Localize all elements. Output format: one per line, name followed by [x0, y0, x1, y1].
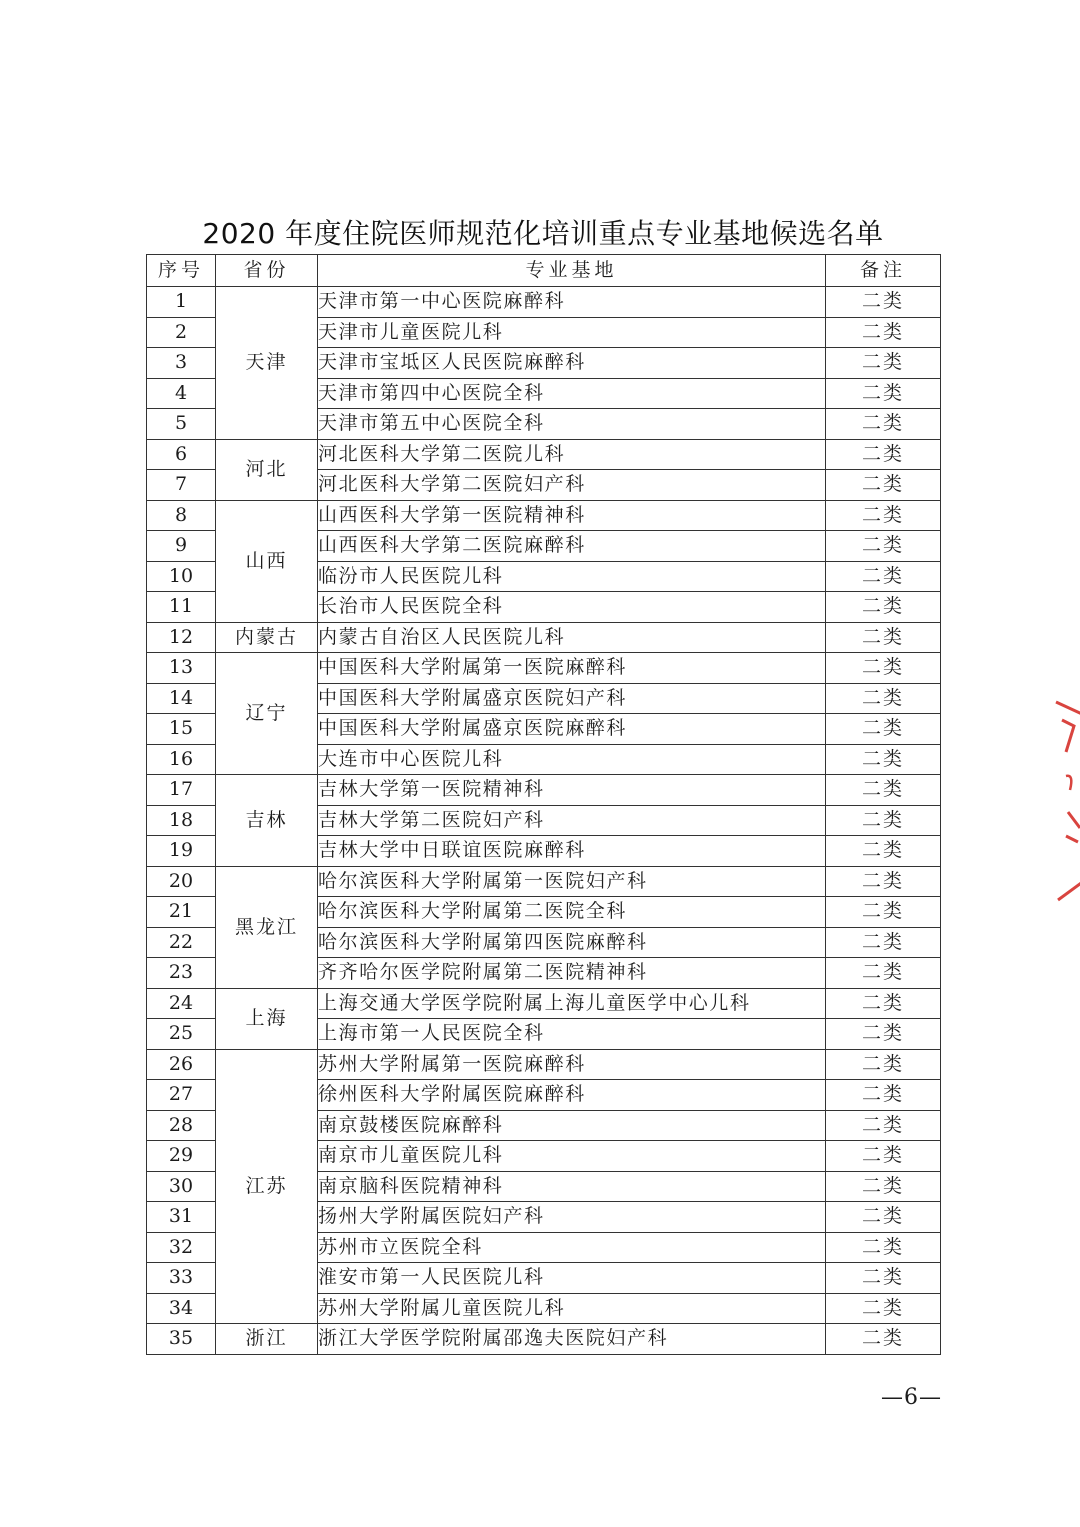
training-base-cell: 中国医科大学附属盛京医院麻醉科 — [318, 714, 826, 745]
table-row — [147, 866, 941, 897]
province-cell: 天津 — [216, 287, 318, 440]
training-base-cell: 浙江大学医学院附属邵逸夫医院妇产科 — [318, 1324, 826, 1355]
row-index-cell: 13 — [147, 653, 216, 684]
row-index-cell: 1 — [147, 287, 216, 318]
note-cell: 二类 — [826, 836, 941, 867]
training-base-cell: 长治市人民医院全科 — [318, 592, 826, 623]
row-index-cell: 33 — [147, 1263, 216, 1294]
training-base-cell: 天津市第四中心医院全科 — [318, 378, 826, 409]
province-cell: 上海 — [216, 988, 318, 1049]
header-note: 备注 — [826, 255, 941, 287]
row-index-cell: 32 — [147, 1232, 216, 1263]
row-index-cell: 35 — [147, 1324, 216, 1355]
training-base-cell: 天津市宝坻区人民医院麻醉科 — [318, 348, 826, 379]
training-base-cell: 河北医科大学第二医院妇产科 — [318, 470, 826, 501]
row-index-cell: 24 — [147, 988, 216, 1019]
row-index-cell: 28 — [147, 1110, 216, 1141]
row-index-cell: 29 — [147, 1141, 216, 1172]
table-row — [147, 287, 941, 318]
row-index-cell: 19 — [147, 836, 216, 867]
note-cell: 二类 — [826, 592, 941, 623]
note-cell: 二类 — [826, 378, 941, 409]
note-cell: 二类 — [826, 1232, 941, 1263]
note-cell: 二类 — [826, 988, 941, 1019]
row-index-cell: 10 — [147, 561, 216, 592]
note-cell: 二类 — [826, 500, 941, 531]
row-index-cell: 21 — [147, 897, 216, 928]
training-base-cell: 南京市儿童医院儿科 — [318, 1141, 826, 1172]
row-index-cell: 11 — [147, 592, 216, 623]
note-cell: 二类 — [826, 1324, 941, 1355]
training-base-cell: 苏州市立医院全科 — [318, 1232, 826, 1263]
row-index-cell: 4 — [147, 378, 216, 409]
note-cell: 二类 — [826, 287, 941, 318]
note-cell: 二类 — [826, 409, 941, 440]
training-base-cell: 中国医科大学附属第一医院麻醉科 — [318, 653, 826, 684]
row-index-cell: 8 — [147, 500, 216, 531]
note-cell: 二类 — [826, 470, 941, 501]
row-index-cell: 34 — [147, 1293, 216, 1324]
row-index-cell: 30 — [147, 1171, 216, 1202]
row-index-cell: 5 — [147, 409, 216, 440]
training-base-cell: 南京脑科医院精神科 — [318, 1171, 826, 1202]
training-base-cell: 南京鼓楼医院麻醉科 — [318, 1110, 826, 1141]
training-base-cell: 上海市第一人民医院全科 — [318, 1019, 826, 1050]
training-base-cell: 天津市儿童医院儿科 — [318, 317, 826, 348]
document-title: 2020 年度住院医师规范化培训重点专业基地候选名单 — [202, 217, 884, 250]
note-cell: 二类 — [826, 439, 941, 470]
province-cell: 江苏 — [216, 1049, 318, 1324]
note-cell: 二类 — [826, 561, 941, 592]
table-row — [147, 439, 941, 470]
province-cell: 吉林 — [216, 775, 318, 867]
note-cell: 二类 — [826, 683, 941, 714]
table-row — [147, 500, 941, 531]
header-base: 专业基地 — [318, 255, 826, 287]
row-index-cell: 20 — [147, 866, 216, 897]
province-cell: 黑龙江 — [216, 866, 318, 988]
training-base-cell: 天津市第一中心医院麻醉科 — [318, 287, 826, 318]
table-row — [147, 653, 941, 684]
note-cell: 二类 — [826, 714, 941, 745]
training-base-cell: 山西医科大学第二医院麻醉科 — [318, 531, 826, 562]
training-base-cell: 天津市第五中心医院全科 — [318, 409, 826, 440]
training-base-cell: 哈尔滨医科大学附属第二医院全科 — [318, 897, 826, 928]
province-cell: 内蒙古 — [216, 622, 318, 653]
province-cell: 山西 — [216, 500, 318, 622]
table-row — [147, 775, 941, 806]
note-cell: 二类 — [826, 1019, 941, 1050]
training-base-cell: 吉林大学中日联谊医院麻醉科 — [318, 836, 826, 867]
red-seal-fragment — [1052, 690, 1080, 910]
row-index-cell: 6 — [147, 439, 216, 470]
note-cell: 二类 — [826, 775, 941, 806]
training-base-cell: 河北医科大学第二医院儿科 — [318, 439, 826, 470]
row-index-cell: 12 — [147, 622, 216, 653]
note-cell: 二类 — [826, 622, 941, 653]
note-cell: 二类 — [826, 866, 941, 897]
province-cell: 辽宁 — [216, 653, 318, 775]
note-cell: 二类 — [826, 531, 941, 562]
province-cell: 河北 — [216, 439, 318, 500]
table-header-row — [147, 255, 941, 287]
row-index-cell: 3 — [147, 348, 216, 379]
note-cell: 二类 — [826, 927, 941, 958]
training-base-cell: 淮安市第一人民医院儿科 — [318, 1263, 826, 1294]
training-base-cell: 苏州大学附属第一医院麻醉科 — [318, 1049, 826, 1080]
row-index-cell: 7 — [147, 470, 216, 501]
training-base-cell: 扬州大学附属医院妇产科 — [318, 1202, 826, 1233]
training-base-cell: 中国医科大学附属盛京医院妇产科 — [318, 683, 826, 714]
note-cell: 二类 — [826, 653, 941, 684]
row-index-cell: 27 — [147, 1080, 216, 1111]
training-base-cell: 临汾市人民医院儿科 — [318, 561, 826, 592]
note-cell: 二类 — [826, 1080, 941, 1111]
note-cell: 二类 — [826, 317, 941, 348]
note-cell: 二类 — [826, 1110, 941, 1141]
row-index-cell: 25 — [147, 1019, 216, 1050]
training-base-cell: 徐州医科大学附属医院麻醉科 — [318, 1080, 826, 1111]
training-base-cell: 内蒙古自治区人民医院儿科 — [318, 622, 826, 653]
note-cell: 二类 — [826, 1263, 941, 1294]
row-index-cell: 22 — [147, 927, 216, 958]
row-index-cell: 9 — [147, 531, 216, 562]
row-index-cell: 17 — [147, 775, 216, 806]
note-cell: 二类 — [826, 1171, 941, 1202]
training-base-cell: 上海交通大学医学院附属上海儿童医学中心儿科 — [318, 988, 826, 1019]
row-index-cell: 14 — [147, 683, 216, 714]
note-cell: 二类 — [826, 744, 941, 775]
training-base-cell: 吉林大学第二医院妇产科 — [318, 805, 826, 836]
row-index-cell: 16 — [147, 744, 216, 775]
note-cell: 二类 — [826, 1141, 941, 1172]
table-row — [147, 622, 941, 653]
training-base-cell: 哈尔滨医科大学附属第一医院妇产科 — [318, 866, 826, 897]
training-base-cell: 苏州大学附属儿童医院儿科 — [318, 1293, 826, 1324]
row-index-cell: 2 — [147, 317, 216, 348]
note-cell: 二类 — [826, 805, 941, 836]
table-row — [147, 1324, 941, 1355]
note-cell: 二类 — [826, 348, 941, 379]
row-index-cell: 15 — [147, 714, 216, 745]
table-row — [147, 1049, 941, 1080]
row-index-cell: 23 — [147, 958, 216, 989]
header-index: 序号 — [147, 255, 216, 287]
row-index-cell: 18 — [147, 805, 216, 836]
note-cell: 二类 — [826, 1049, 941, 1080]
note-cell: 二类 — [826, 1293, 941, 1324]
candidate-list-table — [146, 254, 941, 1355]
note-cell: 二类 — [826, 958, 941, 989]
province-cell: 浙江 — [216, 1324, 318, 1355]
header-province: 省份 — [216, 255, 318, 287]
row-index-cell: 31 — [147, 1202, 216, 1233]
training-base-cell: 吉林大学第一医院精神科 — [318, 775, 826, 806]
training-base-cell: 大连市中心医院儿科 — [318, 744, 826, 775]
table-row — [147, 988, 941, 1019]
note-cell: 二类 — [826, 897, 941, 928]
training-base-cell: 哈尔滨医科大学附属第四医院麻醉科 — [318, 927, 826, 958]
training-base-cell: 齐齐哈尔医学院附属第二医院精神科 — [318, 958, 826, 989]
table-body — [147, 287, 941, 1355]
note-cell: 二类 — [826, 1202, 941, 1233]
row-index-cell: 26 — [147, 1049, 216, 1080]
training-base-cell: 山西医科大学第一医院精神科 — [318, 500, 826, 531]
page-number: —6— — [881, 1385, 942, 1410]
